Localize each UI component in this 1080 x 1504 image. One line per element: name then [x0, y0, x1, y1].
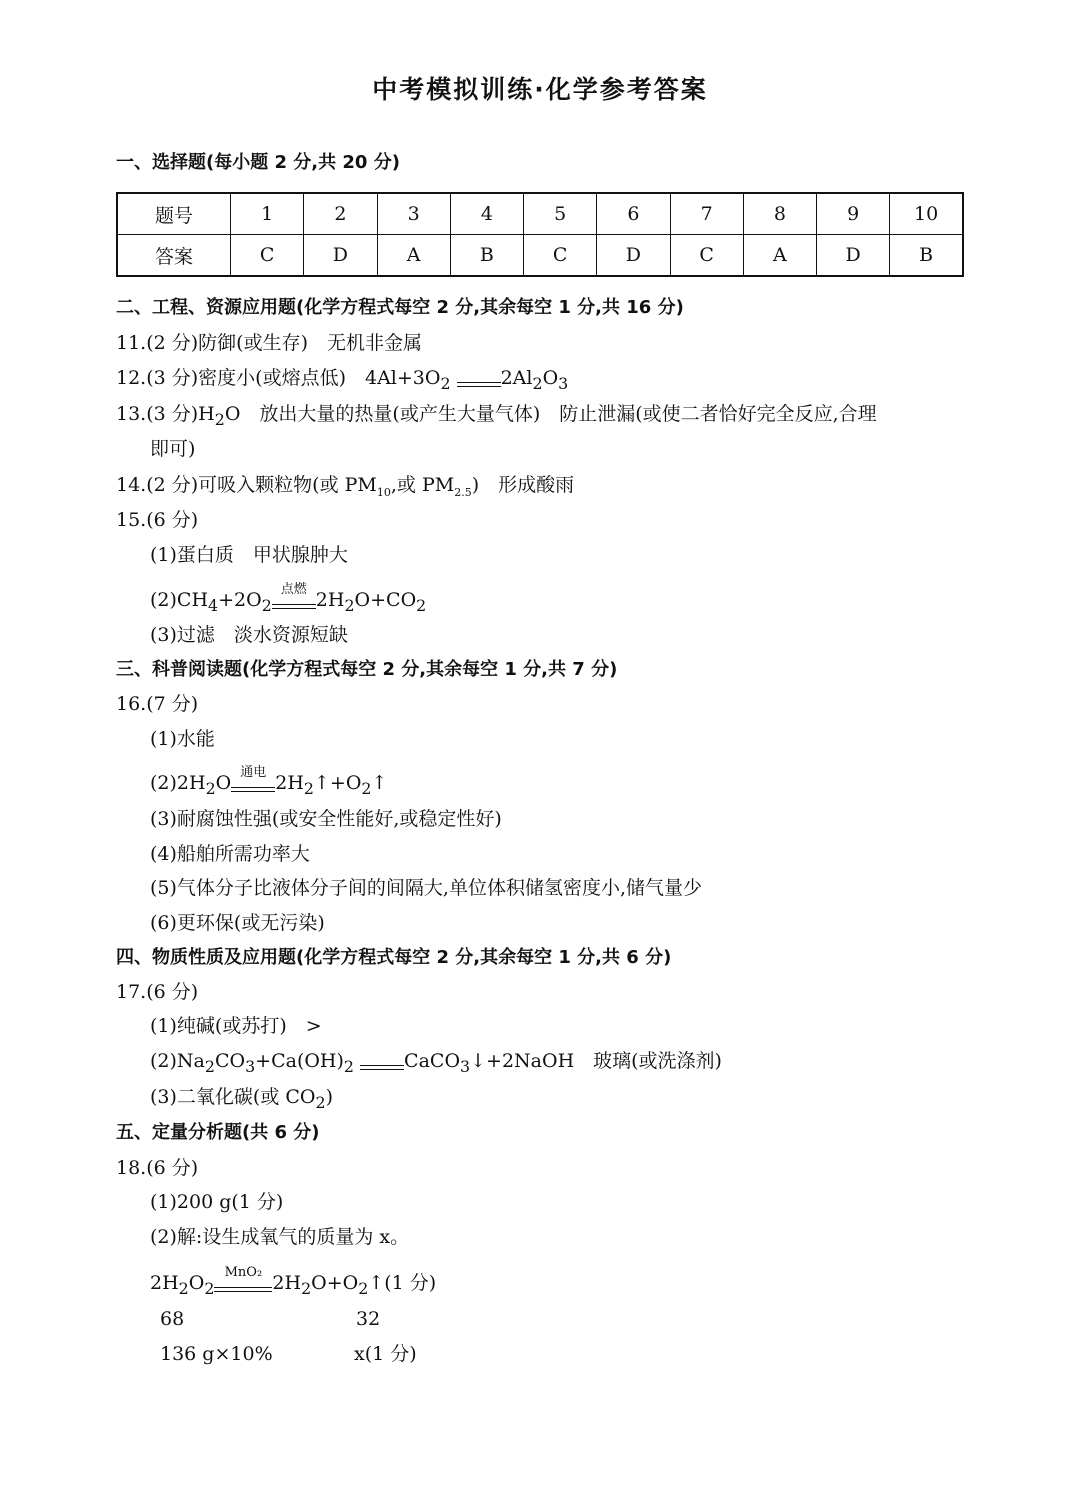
subscript: 2	[358, 1278, 369, 1298]
table-row-answers	[117, 235, 963, 277]
answer-18: 18.(6 分)	[116, 1157, 199, 1179]
text: 13.(3 分)H	[116, 403, 215, 425]
answer-17: 17.(6 分)	[116, 981, 199, 1003]
text: CaCO	[404, 1050, 461, 1072]
equals-sign	[360, 1054, 404, 1080]
section-3-heading: 三、科普阅读题(化学方程式每空 2 分,其余每空 1 分,共 7 分)	[116, 659, 618, 680]
answer-15: 15.(6 分)	[116, 509, 199, 531]
table-cell: 6	[597, 193, 670, 235]
subscript: 3	[245, 1056, 256, 1076]
subscript: 3	[558, 373, 569, 393]
table-cell: 1	[231, 193, 304, 235]
answer-16-3: (3)耐腐蚀性强(或安全性能好,或稳定性好)	[150, 808, 502, 830]
gas-arrow-icon	[368, 1272, 384, 1294]
reaction-condition	[272, 581, 316, 619]
subscript: 2	[440, 373, 451, 393]
subscript: 2	[344, 595, 355, 615]
answer-18-1: (1)200 g(1 分)	[150, 1191, 284, 1213]
section-4-heading: 四、物质性质及应用题(化学方程式每空 2 分,其余每空 1 分,共 6 分)	[116, 947, 672, 968]
text: 2Al	[500, 367, 533, 389]
text: O	[188, 1272, 205, 1294]
table-cell: 题号	[117, 193, 231, 235]
ratio-68: 68	[160, 1308, 185, 1330]
answer-13	[116, 401, 877, 433]
subscript: 2	[214, 409, 225, 429]
answer-15-3: (3)过滤 淡水资源短缺	[150, 624, 348, 646]
answer-16-4: (4)船舶所需功率大	[150, 843, 310, 865]
text: (2)CH	[150, 589, 209, 611]
text: 2H	[315, 589, 345, 611]
gas-arrow-icon	[371, 772, 387, 794]
subscript: 2.5	[454, 485, 472, 499]
subscript: 2	[315, 1092, 326, 1112]
text: CO	[214, 1050, 246, 1072]
table-cell: 4	[450, 193, 523, 235]
answer-16: 16.(7 分)	[116, 693, 199, 715]
section-1-heading: 一、选择题(每小题 2 分,共 20 分)	[116, 152, 400, 173]
ratio-32: 32	[356, 1308, 381, 1330]
subscript: 2	[343, 1056, 354, 1076]
subscript: 2	[204, 1056, 215, 1076]
answer-18-2: (2)解:设生成氧气的质量为 x。	[150, 1226, 410, 1248]
mass-x: x(1 分)	[354, 1343, 417, 1365]
text: (3)二氧化碳(或 CO	[150, 1086, 316, 1108]
section-5-heading: 五、定量分析题(共 6 分)	[116, 1122, 320, 1143]
table-cell: B	[450, 235, 523, 277]
reaction-condition	[214, 1264, 272, 1302]
answer-16-1: (1)水能	[150, 728, 215, 750]
equals-sign	[457, 371, 501, 397]
table-cell: 7	[670, 193, 743, 235]
text: (1 分)	[384, 1272, 437, 1294]
subscript: 2	[301, 1278, 312, 1298]
condition-text: 通电	[240, 764, 267, 780]
subscript: 10	[376, 485, 391, 499]
answer-17-3	[150, 1084, 333, 1116]
subscript: 2	[178, 1278, 189, 1298]
table-cell: C	[524, 235, 597, 277]
mass-h2o2: 136 g×10%	[160, 1343, 273, 1365]
subscript: 3	[460, 1056, 471, 1076]
table-cell: A	[743, 235, 816, 277]
subscript: 2	[416, 595, 427, 615]
table-cell: 3	[377, 193, 450, 235]
answer-17-2	[150, 1048, 722, 1080]
table-cell: A	[377, 235, 450, 277]
text: O+O	[311, 1272, 359, 1294]
answer-15-2	[150, 581, 427, 619]
text: +2O	[218, 589, 262, 611]
answer-16-5: (5)气体分子比液体分子间的间隔大,单位体积储氢密度小,储气量少	[150, 877, 702, 899]
text: ) 形成酸雨	[471, 474, 575, 496]
subscript: 2	[532, 373, 543, 393]
answer-14	[116, 472, 574, 506]
subscript: 2	[361, 778, 372, 798]
table-cell: D	[597, 235, 670, 277]
subscript: 4	[208, 595, 219, 615]
table-row-numbers	[117, 193, 963, 235]
text: 14.(2 分)可吸入颗粒物(或 PM	[116, 474, 377, 496]
answer-table	[116, 192, 964, 277]
text: O	[542, 367, 559, 389]
text: 2H	[272, 1272, 302, 1294]
subscript: 2	[204, 1278, 215, 1298]
answer-16-6: (6)更环保(或无污染)	[150, 912, 325, 934]
answer-11: 11.(2 分)防御(或生存) 无机非金属	[116, 332, 422, 354]
answer-15-1: (1)蛋白质 甲状腺肿大	[150, 544, 348, 566]
text: (2)2H	[150, 772, 206, 794]
answer-13-cont: 即可)	[150, 438, 196, 460]
subscript: 2	[205, 778, 216, 798]
answer-18-equation	[150, 1264, 437, 1302]
answer-17-1: (1)纯碱(或苏打) >	[150, 1015, 322, 1037]
table-cell: C	[670, 235, 743, 277]
text: 2H	[150, 1272, 179, 1294]
text: (2)Na	[150, 1050, 205, 1072]
answer-16-2	[150, 764, 387, 802]
page-title: 中考模拟训练·化学参考答案	[372, 75, 708, 104]
table-cell: 2	[304, 193, 377, 235]
text: O+CO	[354, 589, 417, 611]
text: 2H	[275, 772, 304, 794]
table-cell: D	[304, 235, 377, 277]
text: +O	[329, 772, 362, 794]
subscript: 2	[261, 595, 272, 615]
subscript: 2	[303, 778, 314, 798]
condition-text: 点燃	[280, 581, 307, 597]
reaction-condition	[231, 764, 275, 802]
text: 12.(3 分)密度小(或熔点低) 4Al+3O	[116, 367, 441, 389]
table-cell: B	[890, 235, 963, 277]
text: ↓+2NaOH 玻璃(或洗涤剂)	[470, 1050, 722, 1072]
gas-arrow-icon	[314, 772, 330, 794]
answer-12	[116, 365, 568, 397]
table-cell: 10	[890, 193, 963, 235]
text: O	[215, 772, 232, 794]
table-cell: D	[817, 235, 890, 277]
text: +Ca(OH)	[255, 1050, 344, 1072]
section-2-heading: 二、工程、资源应用题(化学方程式每空 2 分,其余每空 1 分,共 16 分)	[116, 297, 684, 318]
condition-text: MnO₂	[224, 1264, 263, 1280]
table-cell: 9	[817, 193, 890, 235]
text: O 放出大量的热量(或产生大量气体) 防止泄漏(或使二者恰好完全反应,合理	[224, 403, 877, 425]
table-cell: 5	[524, 193, 597, 235]
text: )	[325, 1086, 333, 1108]
table-cell: 8	[743, 193, 816, 235]
text: ,或 PM	[390, 474, 455, 496]
table-cell: 答案	[117, 235, 231, 277]
table-cell: C	[231, 235, 304, 277]
